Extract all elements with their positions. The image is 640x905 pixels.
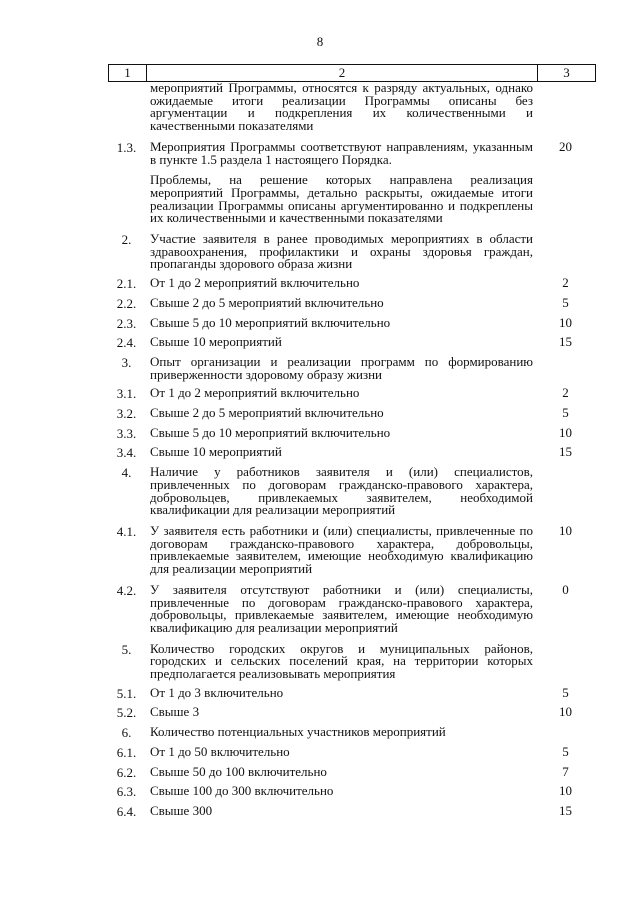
- row-number: 3.1.: [116, 386, 137, 402]
- row-text: Количество городских округов и муниципальных районов, городских и сельских поселений края, на территории которых предполагается реализовывать мероприятия: [150, 640, 533, 682]
- row-points: 10: [559, 704, 572, 720]
- row-points: 10: [559, 522, 572, 538]
- row-text: Свыше 100 до 300 включительно: [150, 783, 334, 799]
- row-number: 3.4.: [116, 445, 137, 461]
- row-points: 10: [559, 424, 572, 440]
- page-number: 8: [316, 34, 324, 49]
- table-row: [108, 684, 596, 701]
- table-row: [108, 353, 596, 382]
- row-text: Опыт организации и реализации программ по формированию приверженности здоровому образу жизни: [150, 353, 533, 382]
- row-points: [535, 466, 596, 517]
- row-text: мероприятий Программы, относятся к разряду актуальных, однако ожидаемые итоги реализации Программы описаны без аргументации и подкрепления их количественными и качественными показателями: [150, 80, 533, 134]
- row-number: 5.2.: [116, 705, 137, 721]
- row-points: 5: [562, 294, 569, 310]
- table-row: [108, 233, 596, 271]
- row-text: У заявителя отсутствуют работники и (или) специалисты, привлеченные по договорам гражданско-правового характера, добровольцы, привлекаемые заявителем, имеющие необходимую квалификацию для реализации мероприятий: [150, 581, 533, 635]
- row-text: От 1 до 50 включительно: [150, 743, 290, 759]
- row-points: 15: [559, 802, 572, 818]
- table-row: [108, 743, 596, 760]
- table-row: [108, 138, 596, 167]
- table-row: [108, 763, 596, 780]
- row-points: 15: [559, 444, 572, 460]
- row-number: 2.1.: [116, 276, 137, 292]
- table-row: [108, 726, 596, 740]
- header-col-1: 1: [109, 65, 147, 81]
- row-number: 3.: [121, 354, 132, 370]
- table-row: [108, 82, 596, 133]
- row-number: 6.4.: [116, 803, 137, 819]
- table-row: [108, 446, 596, 460]
- table-row: [108, 407, 596, 421]
- row-points: 5: [562, 405, 569, 421]
- table-row: [108, 802, 596, 819]
- table-row: [108, 336, 596, 350]
- row-number: 1.3.: [116, 139, 137, 155]
- row-text: Участие заявителя в ранее проводимых мероприятиях в области здравоохранения, профилактики и охраны здоровья граждан, пропаганды здорового образа жизни: [150, 231, 533, 272]
- row-points: 15: [559, 334, 572, 350]
- table-row: [108, 424, 596, 441]
- row-text: Свыше 50 до 100 включительно: [150, 763, 327, 779]
- row-number: [108, 82, 145, 133]
- table-row: [108, 785, 596, 799]
- row-text: От 1 до 2 мероприятий включительно: [150, 275, 360, 291]
- row-number: 4.1.: [116, 523, 137, 539]
- row-text: Количество потенциальных участников мероприятий: [150, 724, 446, 740]
- row-number: 4.: [121, 465, 132, 481]
- row-text: Свыше 10 мероприятий: [150, 444, 282, 460]
- row-points: [535, 356, 596, 381]
- table-row: [108, 706, 596, 720]
- row-number: 4.2.: [116, 582, 137, 598]
- row-text: Наличие у работников заявителя и (или) специалистов, привлеченных по договорам гражданско-правового характера, добровольцев, привлекаемых заявителем, необходимой квалификации для реализации мероприятий: [150, 464, 533, 518]
- row-points: [535, 174, 596, 225]
- table-row: [108, 174, 596, 225]
- row-text: Свыше 5 до 10 мероприятий включительно: [150, 314, 391, 330]
- row-points: 5: [562, 684, 569, 700]
- row-points: 2: [562, 385, 569, 401]
- table-row: [108, 581, 596, 635]
- header-col-2: 2: [147, 65, 538, 81]
- row-number: [108, 174, 145, 225]
- row-number: 3.3.: [116, 425, 137, 441]
- row-number: 5.1.: [116, 685, 137, 701]
- row-number: 2.2.: [116, 295, 137, 311]
- row-points: [535, 726, 596, 740]
- row-number: 3.2.: [116, 406, 137, 422]
- row-number: 6.2.: [116, 764, 137, 780]
- row-text: От 1 до 3 включительно: [150, 684, 284, 700]
- header-col-3: 3: [563, 65, 570, 80]
- row-text: Свыше 2 до 5 мероприятий включительно: [150, 405, 384, 421]
- criteria-table: [108, 82, 596, 819]
- row-points: 5: [562, 743, 569, 759]
- row-points: 7: [562, 763, 569, 779]
- row-text: От 1 до 2 мероприятий включительно: [150, 385, 360, 401]
- row-number: 2.: [121, 232, 132, 248]
- table-row: [108, 294, 596, 311]
- table-row: [108, 277, 596, 291]
- row-number: 6.1.: [116, 744, 137, 760]
- row-text: Свыше 2 до 5 мероприятий включительно: [150, 294, 384, 310]
- row-number: 6.: [121, 725, 132, 741]
- row-points: 10: [559, 314, 572, 330]
- row-text: Свыше 10 мероприятий: [150, 334, 282, 350]
- row-text: Свыше 3: [150, 704, 200, 720]
- row-text: Проблемы, на решение которых направлена реализация мероприятий Программы, детально раскрыты, ожидаемые итоги реализации Программы описаны аргументированно и подкреплены их количественными и качественными показателями: [150, 172, 533, 226]
- row-points: [535, 233, 596, 271]
- row-points: [535, 82, 596, 133]
- row-text: Свыше 5 до 10 мероприятий включительно: [150, 424, 391, 440]
- row-number: 5.: [121, 641, 132, 657]
- row-points: 2: [562, 275, 569, 291]
- table-row: [108, 522, 596, 577]
- table-row: [108, 640, 596, 682]
- row-text: Свыше 300: [150, 802, 213, 818]
- table-row: [108, 466, 596, 517]
- row-points: 20: [559, 138, 572, 154]
- row-text: У заявителя есть работники и (или) специалисты, привлеченные по договорам гражданско-правового характера, добровольцы, привлекаемые заявителем, имеющие необходимую квалификацию для реализации мероприятий: [150, 522, 533, 577]
- row-points: 10: [559, 783, 572, 799]
- row-points: [535, 643, 596, 681]
- row-number: 2.4.: [116, 335, 137, 351]
- row-text: Мероприятия Программы соответствуют направлениям, указанным в пункте 1.5 раздела 1 настоящего Порядка.: [150, 138, 533, 167]
- table-row: [108, 387, 596, 401]
- table-row: [108, 314, 596, 331]
- row-number: 6.3.: [116, 784, 137, 800]
- row-points: 0: [562, 581, 569, 597]
- row-number: 2.3.: [116, 315, 137, 331]
